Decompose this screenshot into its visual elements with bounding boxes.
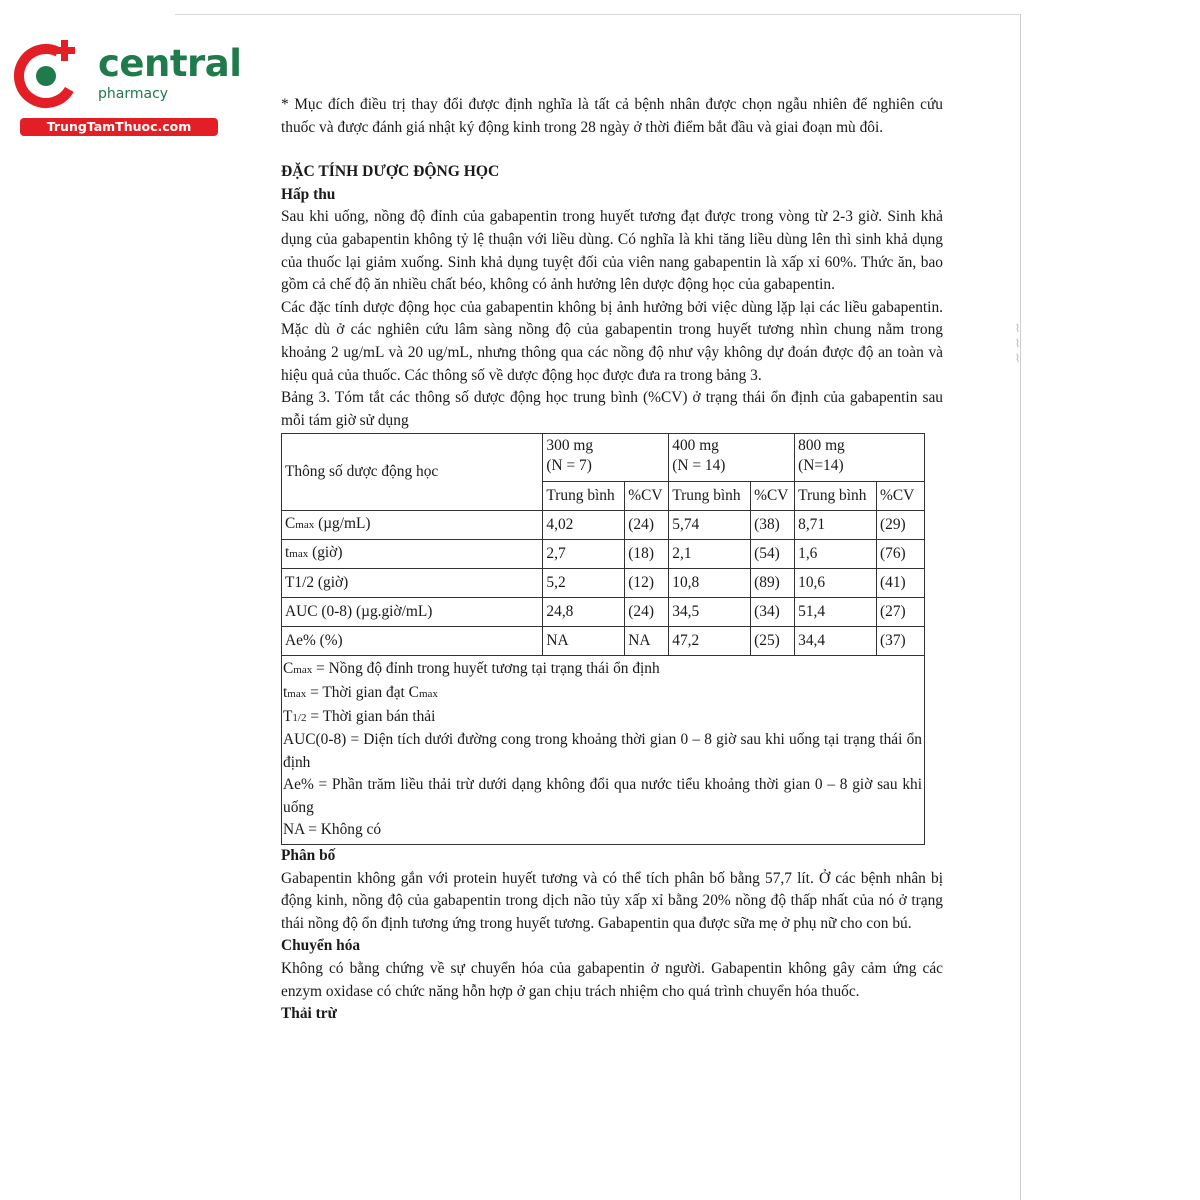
absorption-heading: Hấp thu [281,185,336,203]
value-cell: 51,4 [795,598,877,627]
value-cell: (12) [625,569,669,598]
section-title: ĐẶC TÍNH DƯỢC ĐỘNG HỌC [281,163,500,181]
logo-banner: TrungTamThuoc.com [20,118,218,136]
footnote-paragraph: * Mục đích điều trị thay đổi được định nghĩa là tất cả bệnh nhân được chọn ngẫu nhiên để nghiên cứu thuốc và được đánh giá nhật ký động kinh trong 28 ngày ở thời điểm bắt đầu và giai đoạn mù đôi. [281,96,943,136]
value-cell: (24) [625,511,669,540]
value-cell: NA [543,627,625,656]
value-cell: (24) [625,598,669,627]
table-row-cmax [282,511,925,540]
absorption-paragraph-1: Sau khi uống, nồng độ đỉnh của gabapentin trong huyết tương đạt được trong vòng từ 2-3 giờ. Sinh khả dụng của gabapentin không tỷ lệ thuận với liều dùng. Có nghĩa là khi tăng liều dùng lên thì sinh khả dụng của thuốc lại giảm xuống. Sinh khả dụng tuyệt đối của viên nang gabapentin là xấp xỉ 60%. Thức ăn, bao gồm cả chế độ ăn nhiều chất béo, không có ảnh hưởng lên dược động học của gabapentin. [281,208,943,294]
table-row-t12 [282,569,925,598]
page-edge-right [1020,14,1021,1200]
table-row-ae [282,627,925,656]
margin-stamp-mark: ⌇⌇⌇ [1011,322,1023,367]
param-cell: T1/2 (giờ) [282,569,543,598]
mean-header: Trung bình [669,482,751,511]
mean-header: Trung bình [795,482,877,511]
legend-na: NA = Không có [283,821,382,839]
distribution-heading: Phân bố [281,847,336,865]
value-cell: NA [625,627,669,656]
value-cell: (41) [877,569,925,598]
distribution-paragraph: Gabapentin không gắn với protein huyết tương và có thể tích phân bố bằng 57,7 lít. Ở các bệnh nhân bị động kinh, nồng độ của gabapentin trong dịch não tủy xấp xỉ bằng 20% nồng độ thấp nhất của nó ở trạng thái nồng độ ổn định tương ứng trong huyết tương. Gabapentin qua được sữa mẹ ở phụ nữ cho con bú. [281,869,943,932]
legend-tmax: tmax = Thời gian đạt Cmax [283,683,438,701]
table-header-row [282,434,925,482]
param-header: Thông số dược động học [282,434,543,511]
cv-header: %CV [877,482,925,511]
legend-t12: T1/2 = Thời gian bán thải [283,707,436,725]
central-pharmacy-logo[interactable] [10,38,242,138]
cv-header: %CV [751,482,795,511]
value-cell: 34,4 [795,627,877,656]
table-legend [281,656,925,845]
value-cell: 24,8 [543,598,625,627]
legend-ae: Ae% = Phần trăm liều thải trừ dưới dạng không đổi qua nước tiểu khoảng thời gian 0 – 8 giờ sau khi uống [283,776,922,816]
mean-header: Trung bình [543,482,625,511]
value-cell: (89) [751,569,795,598]
value-cell: 4,02 [543,511,625,540]
document-body [281,94,943,1026]
value-cell: (25) [751,627,795,656]
value-cell: (76) [877,540,925,569]
value-cell: 5,2 [543,569,625,598]
value-cell: 47,2 [669,627,751,656]
param-cell: tmax (giờ) [282,540,543,569]
pk-table [281,433,925,656]
value-cell: 2,1 [669,540,751,569]
dose-header-300: 300 mg (N = 7) [543,434,669,482]
value-cell: 5,74 [669,511,751,540]
legend-auc: AUC(0-8) = Diện tích dưới đường cong trong khoảng thời gian 0 – 8 giờ sau khi uống tại trạng thái ổn định [283,731,922,771]
legend-cmax: Cmax = Nồng độ đỉnh trong huyết tương tại trạng thái ổn định [283,660,660,678]
dose-header-800: 800 mg (N=14) [795,434,925,482]
logo-brand-text: central [98,42,242,85]
metabolism-heading: Chuyển hóa [281,937,361,955]
value-cell: (29) [877,511,925,540]
logo-mark-icon [10,38,90,118]
table-row-tmax [282,540,925,569]
value-cell: (38) [751,511,795,540]
value-cell: 34,5 [669,598,751,627]
cv-header: %CV [625,482,669,511]
param-cell: AUC (0-8) (µg.giờ/mL) [282,598,543,627]
logo-sub-text: pharmacy [98,86,169,102]
page-edge-top [175,14,1020,15]
param-cell: Cmax (µg/mL) [282,511,543,540]
metabolism-paragraph: Không có bằng chứng về sự chuyển hóa của gabapentin ở người. Gabapentin không gây cảm ứng các enzym oxidase có chức năng hỗn hợp ở gan chịu trách nhiệm cho quá trình chuyển hóa thuốc. [281,960,943,1000]
table-caption: Bảng 3. Tóm tắt các thông số dược động học trung bình (%CV) ở trạng thái ổn định của gabapentin sau mỗi tám giờ sử dụng [281,389,943,429]
elimination-heading: Thải trừ [281,1005,337,1023]
value-cell: 10,6 [795,569,877,598]
value-cell: (54) [751,540,795,569]
value-cell: (37) [877,627,925,656]
value-cell: (34) [751,598,795,627]
value-cell: (27) [877,598,925,627]
value-cell: 1,6 [795,540,877,569]
dose-header-400: 400 mg (N = 14) [669,434,795,482]
value-cell: (18) [625,540,669,569]
absorption-paragraph-2: Các đặc tính dược động học của gabapentin không bị ảnh hưởng bởi việc dùng lặp lại các liều gabapentin. Mặc dù ở các nghiên cứu lâm sàng nồng độ của gabapentin trong huyết tương nhìn chung nằm trong khoảng 2 ug/mL và 20 ug/mL, nhưng thông qua các nồng độ như vậy không dự đoán được độ an toàn và hiệu quả của thuốc. Các thông số về dược động học được đưa ra trong bảng 3. [281,298,943,384]
value-cell: 10,8 [669,569,751,598]
param-cell: Ae% (%) [282,627,543,656]
value-cell: 8,71 [795,511,877,540]
table-row-auc [282,598,925,627]
value-cell: 2,7 [543,540,625,569]
